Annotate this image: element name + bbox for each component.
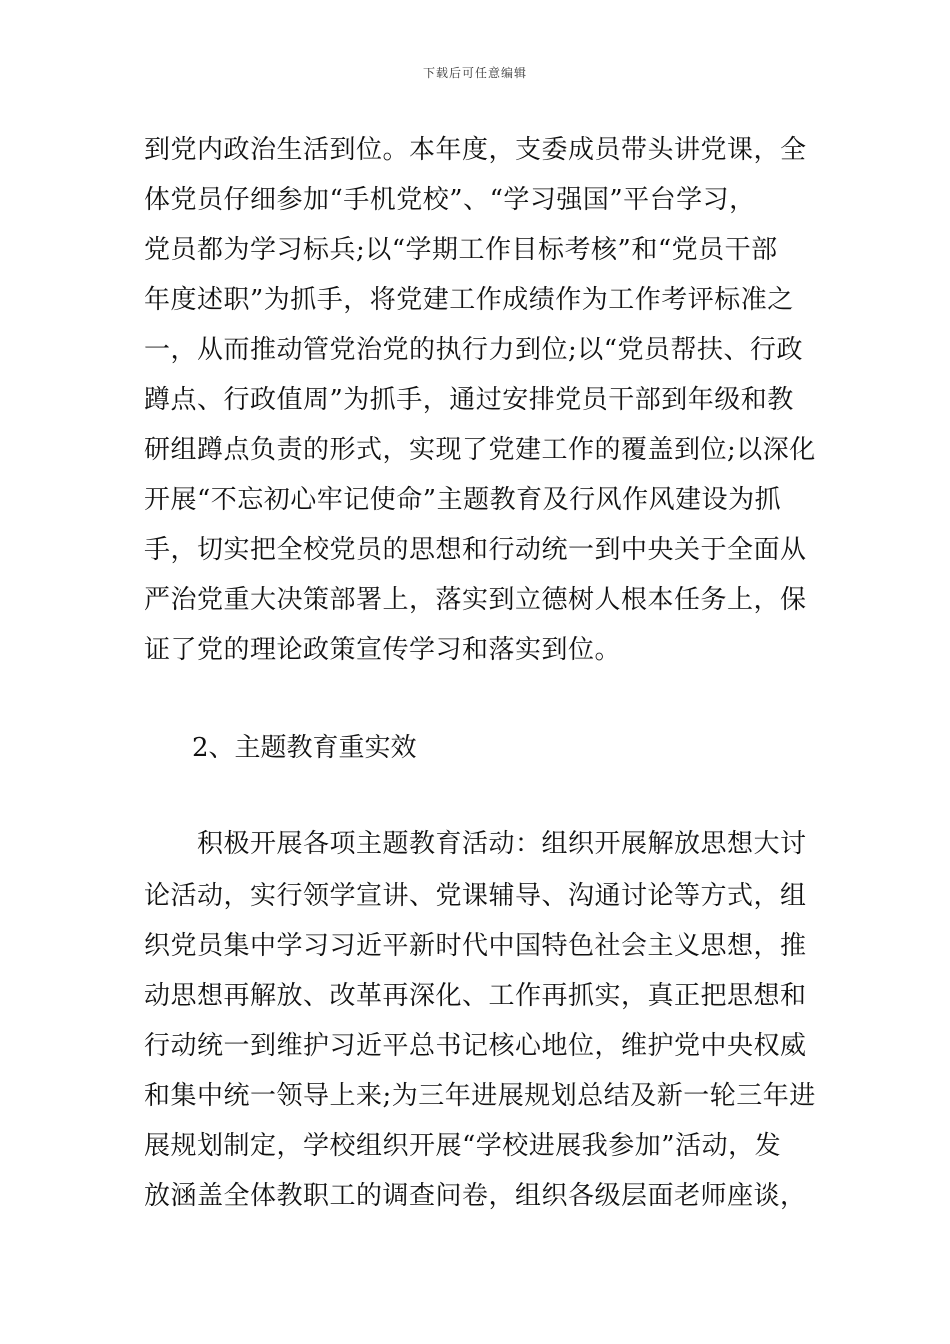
text-line: 展规划制定，学校组织开展“学校进展我参加”活动，发 <box>144 1131 782 1161</box>
text-line: 积极开展各项主题教育活动：组织开展解放思想大讨 <box>144 829 807 859</box>
text-line: 一，从而推动管党治党的执行力到位;以“党员帮扶、行政 <box>144 335 804 365</box>
text-line: 动思想再解放、改革再深化、工作再抓实，真正把思想和 <box>144 981 807 1011</box>
text-line: 开展“不忘初心牢记使命”主题教育及行风作风建设为抓 <box>144 485 782 515</box>
text-line: 年度述职”为抓手，将党建工作成绩作为工作考评标准之 <box>144 285 794 315</box>
text-line: 严治党重大决策部署上，落实到立德树人根本任务上，保 <box>144 585 807 615</box>
text-line: 手，切实把全校党员的思想和行动统一到中央关于全面从 <box>144 535 807 565</box>
text-line: 论活动，实行领学宣讲、党课辅导、沟通讨论等方式，组 <box>144 881 807 911</box>
text-line: 蹲点、行政值周”为抓手，通过安排党员干部到年级和教 <box>144 385 794 415</box>
text-line: 和集中统一领导上来;为三年进展规划总结及新一轮三年进 <box>144 1081 816 1111</box>
text-line: 研组蹲点负责的形式，实现了党建工作的覆盖到位;以深化 <box>144 435 816 465</box>
text-line: 党员都为学习标兵;以“学期工作目标考核”和“党员干部 <box>144 235 778 265</box>
text-line: 放涵盖全体教职工的调查问卷，组织各级层面老师座谈， <box>144 1181 807 1211</box>
text-line: 行动统一到维护习近平总书记核心地位，维护党中央权威 <box>144 1031 807 1061</box>
text-line: 到党内政治生活到位。本年度，支委成员带头讲党课，全 <box>144 135 807 165</box>
section-heading: 2、主题教育重实效 <box>192 733 417 763</box>
page-header-note: 下载后可任意编辑 <box>422 66 527 80</box>
text-line: 证了党的理论政策宣传学习和落实到位。 <box>144 635 622 665</box>
text-line: 体党员仔细参加“手机党校”、“学习强国”平台学习， <box>144 185 756 215</box>
text-line: 织党员集中学习习近平新时代中国特色社会主义思想，推 <box>144 931 807 961</box>
